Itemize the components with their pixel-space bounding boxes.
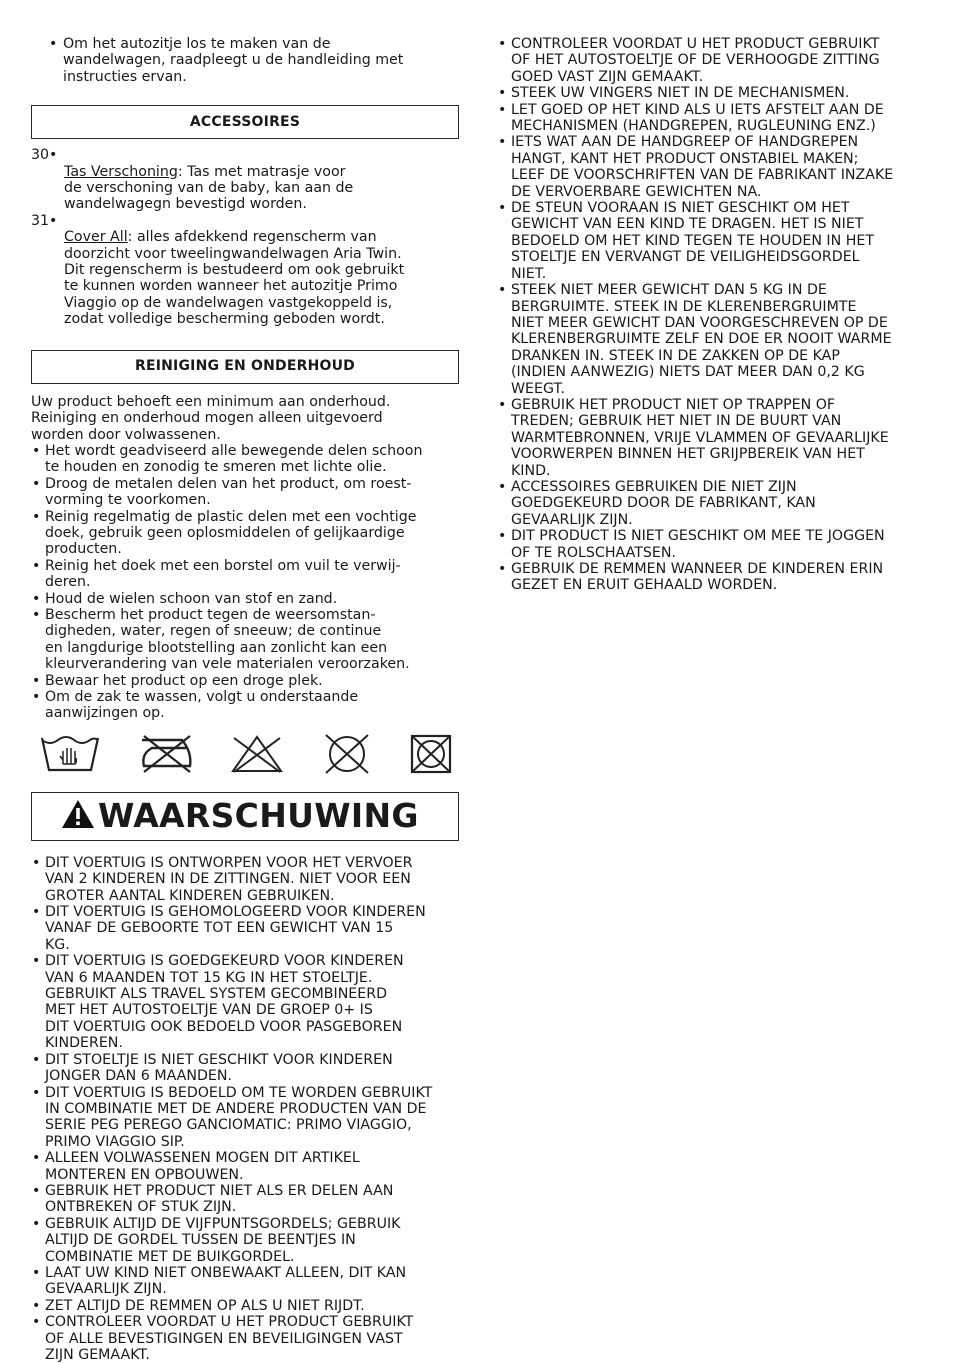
do-not-bleach-icon (230, 734, 284, 774)
warning-bullet: • DIT PRODUCT IS NIET GESCHIKT OM MEE TE JOGGEN OF TE ROLSCHAATSEN. (497, 528, 925, 561)
cleaning-bullet: • Houd de wielen schoon van stof en zand. (31, 591, 459, 607)
right-column (497, 36, 925, 594)
accessory-number: 31• (31, 212, 58, 229)
warning-bullet: • GEBRUIK HET PRODUCT NIET ALS ER DELEN AAN ONTBREKEN OF STUK ZIJN. (31, 1183, 459, 1216)
cleaning-list (31, 443, 459, 722)
warning-header (31, 792, 459, 841)
cleaning-bullet: • Reinig regelmatig de plastic delen met een vochtige doek, gebruik geen oplosmiddelen of gelijkaardige producten. (31, 509, 459, 558)
accessory-term: Tas Verschoning (64, 163, 178, 180)
warning-bullet: • DIT VOERTUIG IS GOEDGEKEURD VOOR KINDEREN VAN 6 MAANDEN TOT 15 KG IN HET STOELTJE. GEBRUIKT ALS TRAVEL SYSTEM GECOMBINEERD MET HET AUTOSTOELTJE VAN DE GROEP 0+ IS DIT VOERTUIG OOK BEDOELD VOOR PASGEBOREN KINDEREN. (31, 953, 459, 1051)
cleaning-bullet: • Reinig het doek met een borstel om vuil te verwij- deren. (31, 558, 459, 591)
warning-triangle-icon (60, 798, 98, 834)
cleaning-bullet: • Bewaar het product op een droge plek. (31, 673, 459, 689)
accessories-header (31, 105, 459, 139)
warning-list-left (31, 855, 459, 1363)
accessory-description: : Tas met matrasje voor de verschoning van de baby, kan aan de wandelwagegn bevestigd worden. (64, 163, 354, 213)
warning-bullet: • CONTROLEER VOORDAT U HET PRODUCT GEBRUIKT OF HET AUTOSTOELTJE OF DE VERHOOGDE ZITTING GOED VAST ZIJN GEMAAKT. (497, 36, 925, 85)
warning-bullet: • GEBRUIK HET PRODUCT NIET OP TRAPPEN OF TREDEN; GEBRUIK HET NIET IN DE BUURT VAN WARMTEBRONNEN, VRIJE VLAMMEN OF GEVAARLIJKE VOORWERPEN BINNEN HET GRIJPBEREIK VAN HET KIND. (497, 397, 925, 479)
warning-bullet: • ACCESSOIRES GEBRUIKEN DIE NIET ZIJN GOEDGEKEURD DOOR DE FABRIKANT, KAN GEVAARLIJK ZIJN. (497, 479, 925, 528)
do-not-dry-clean-icon (321, 734, 373, 774)
cleaning-bullet: • Om de zak te wassen, volgt u onderstaande aanwijzingen op. (31, 689, 459, 722)
accessory-number: 30• (31, 147, 58, 164)
warning-bullet: • LAAT UW KIND NIET ONBEWAAKT ALLEEN, DIT KAN GEVAARLIJK ZIJN. (31, 1265, 459, 1298)
cleaning-bullet: • Droog de metalen delen van het product, om roest- vorming te voorkomen. (31, 476, 459, 509)
warning-bullet: • DE STEUN VOORAAN IS NIET GESCHIKT OM HET GEWICHT VAN EEN KIND TE DRAGEN. HET IS NIET BEDOELD OM HET KIND TEGEN TE HOUDEN IN HET STOELTJE EN VERVANGT DE VEILIGHEIDSGORDEL NIET. (497, 200, 925, 282)
accessories-list (31, 147, 459, 327)
warning-bullet: • DIT VOERTUIG IS BEDOELD OM TE WORDEN GEBRUIKT IN COMBINATIE MET DE ANDERE PRODUCTEN VAN DE SERIE PEG PEREGO GANCIOMATIC: PRIMO VIAGGIO, PRIMO VIAGGIO SIP. (31, 1085, 459, 1151)
intro-bullet: • Om het autozitje los te maken van de wandelwagen, raadpleegt u de handleiding met instructies ervan. (31, 36, 459, 85)
do-not-iron-icon (138, 734, 194, 774)
accessory-term: Cover All (64, 229, 128, 246)
hand-wash-icon (39, 734, 101, 774)
cleaning-intro: Uw product behoeft een minimum aan onderhoud. Reiniging en onderhoud mogen alleen uitgevoerd worden door volwassenen. (31, 393, 391, 443)
warning-bullet: • DIT STOELTJE IS NIET GESCHIKT VOOR KINDEREN JONGER DAN 6 MAANDEN. (31, 1052, 459, 1085)
warning-bullet: • DIT VOERTUIG IS GEHOMOLOGEERD VOOR KINDEREN VANAF DE GEBOORTE TOT EEN GEWICHT VAN 15 KG. (31, 904, 459, 953)
cleaning-bullet: • Bescherm het product tegen de weersomstan- digheden, water, regen of sneeuw; de continue en langdurige blootstelling aan zonlicht kan een kleurverandering van vele materialen veroorzaken. (31, 607, 459, 673)
accessory-item (31, 147, 459, 213)
accessory-description: : alles afdekkend regenscherm van doorzicht voor tweelingwandelwagen Aria Twin. Dit regenscherm is bestudeerd om ook gebruikt te kunnen worden wanneer het autozitje Primo Viaggio op de wandelwagen vastgekoppeld is, zodat volledige bescherming geboden wordt. (64, 229, 405, 328)
warning-bullet: • ZET ALTIJD DE REMMEN OP ALS U NIET RIJDT. (31, 1298, 459, 1314)
cleaning-bullet: • Het wordt geadviseerd alle bewegende delen schoon te houden en zonodig te smeren met lichte olie. (31, 443, 459, 476)
warning-bullet: • GEBRUIK ALTIJD DE VIJFPUNTSGORDELS; GEBRUIK ALTIJD DE GORDEL TUSSEN DE BEENTJES IN COMBINATIE MET DE BUIKGORDEL. (31, 1216, 459, 1265)
warning-bullet: • DIT VOERTUIG IS ONTWORPEN VOOR HET VERVOER VAN 2 KINDEREN IN DE ZITTINGEN. NIET VOOR EEN GROTER AANTAL KINDEREN GEBRUIKEN. (31, 855, 459, 904)
warning-bullet: • STEEK UW VINGERS NIET IN DE MECHANISMEN. (497, 85, 925, 101)
warning-bullet: • ALLEEN VOLWASSENEN MOGEN DIT ARTIKEL MONTEREN EN OPBOUWEN. (31, 1150, 459, 1183)
warning-title: WAARSCHUWING (98, 796, 419, 836)
warning-bullet: • GEBRUIK DE REMMEN WANNEER DE KINDEREN ERIN GEZET EN ERUIT GEHAALD WORDEN. (497, 561, 925, 594)
warning-bullet: • STEEK NIET MEER GEWICHT DAN 5 KG IN DE BERGRUIMTE. STEEK IN DE KLERENBERGRUIMTE NIET MEER GEWICHT DAN VOORGESCHREVEN OP DE KLERENBERGRUIMTE ZELF EN DOE ER NOOIT WARME DRANKEN IN. STEEK IN DE ZAKKEN OP DE KAP (INDIEN AANWEZIG) NIETS DAT MEER DAN 0,2 KG WEEGT. (497, 282, 925, 397)
warning-bullet: • IETS WAT AAN DE HANDGREEP OF HANDGREPEN HANGT, KANT HET PRODUCT ONSTABIEL MAKEN; LEEF DE VOORSCHRIFTEN VAN DE FABRIKANT INZAKE DE VERVOERBARE GEWICHTEN NA. (497, 134, 925, 200)
cleaning-header-label: REINIGING EN ONDERHOUD (134, 358, 355, 375)
care-icons-row (31, 732, 459, 776)
left-column (31, 36, 459, 1363)
accessory-item (31, 213, 459, 328)
cleaning-header (31, 350, 459, 384)
accessories-header-label: ACCESSOIRES (189, 114, 301, 131)
warning-bullet: • CONTROLEER VOORDAT U HET PRODUCT GEBRUIKT OF ALLE BEVESTIGINGEN EN BEVEILIGINGEN VAST ZIJN GEMAAKT. (31, 1314, 459, 1363)
warning-bullet: • LET GOED OP HET KIND ALS U IETS AFSTELT AAN DE MECHANISMEN (HANDGREPEN, RUGLEUNING ENZ.) (497, 102, 925, 135)
do-not-tumble-dry-icon (409, 734, 453, 774)
